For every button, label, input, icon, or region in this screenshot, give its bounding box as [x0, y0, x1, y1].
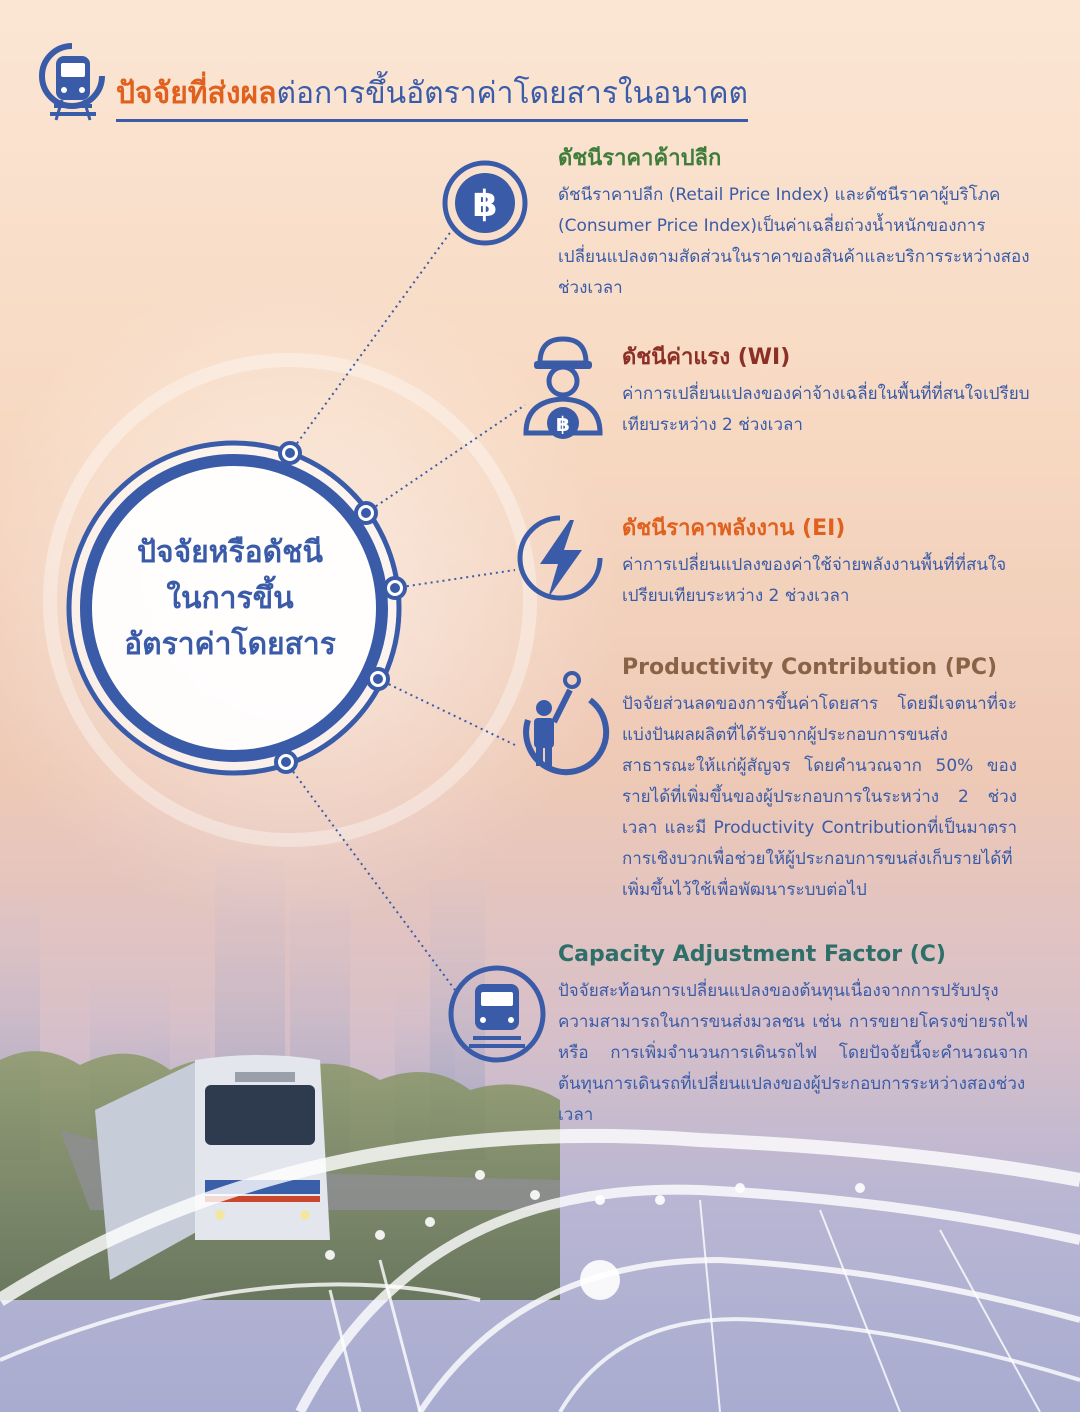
- item-text: ค่าการเปลี่ยนแปลงของค่าใช้จ่ายพลังงานพื้นที่ที่สนใจเปรียบเทียบระหว่าง 2 ช่วงเวลา: [622, 555, 1007, 606]
- hub-label-line3: อัตราค่าโดยสาร: [124, 627, 336, 662]
- page-title-rest: ต่อการขึ้นอัตราค่าโดยสารในอนาคต: [276, 76, 749, 111]
- hub-label: [95, 530, 365, 668]
- item-title: ดัชนีค่าแรง (WI): [622, 345, 791, 370]
- item-productivity-contribution: [622, 653, 1017, 906]
- svg-text:฿: ฿: [472, 184, 498, 225]
- lightning-icon: [512, 510, 608, 610]
- hub-label-line2: ในการขึ้น: [166, 581, 294, 616]
- train-front-icon: [445, 962, 549, 1070]
- svg-text:฿: ฿: [556, 412, 570, 436]
- item-title: ดัชนีราคาค้าปลีก: [558, 146, 722, 171]
- item-title: ดัชนีราคาพลังงาน (EI): [622, 516, 846, 541]
- item-wage-index: [622, 343, 1042, 441]
- item-retail-price-index: [558, 144, 1048, 304]
- page-title-highlight: ปัจจัยที่ส่งผล: [116, 76, 277, 111]
- item-text: ค่าการเปลี่ยนแปลงของค่าจ้างเฉลี่ยในพื้นที่ที่สนใจเปรียบเทียบระหว่าง 2 ช่วงเวลา: [622, 384, 1030, 435]
- hub-label-line1: ปัจจัยหรือดัชนี: [136, 535, 324, 570]
- person-growth-icon: [510, 660, 610, 790]
- item-energy-index: [622, 514, 1042, 612]
- item-title: Productivity Contribution (PC): [622, 655, 998, 680]
- item-text: ปัจจัยส่วนลดของการขึ้นค่าโดยสาร โดยมีเจตนาที่จะแบ่งปันผลผลิตที่ได้รับจากผู้ประกอบการขนส่งสาธารณะให้แก่ผู้สัญจร โดยคำนวณจาก 50% ของรายได้ที่เพิ่มขึ้นของผู้ประกอบการในระหว่าง 2 ช่วงเวลา และมี Productivity Contributionที่เป็นมาตราการเชิงบวกเพื่อช่วยให้ผู้ประกอบการขนส่งเก็บรายได้ที่เพิ่มขึ้นไว้ใช้เพื่อพัฒนาระบบต่อไป: [622, 694, 1017, 900]
- item-title: Capacity Adjustment Factor (C): [558, 942, 946, 967]
- baht-coin-icon: [440, 158, 530, 252]
- item-text: ปัจจัยสะท้อนการเปลี่ยนแปลงของต้นทุนเนื่องจากการปรับปรุงความสามารถในการขนส่งมวลชน เช่น การขยายโครงข่ายรถไฟ หรือ การเพิ่มจำนวนการเดินรถไฟ โดยปัจจัยนี้จะคำนวณจากต้นทุนการเดินรถที่เปลี่ยนแปลงของผู้ประกอบการระหว่างสองช่วงเวลา: [558, 981, 1028, 1125]
- worker-icon: [518, 333, 608, 449]
- item-capacity-adjustment-factor: [558, 940, 1028, 1131]
- item-text: ดัชนีราคาปลีก (Retail Price Index) และดัชนีราคาผู้บริโภค (Consumer Price Index)เป็นค่าเฉลี่ยถ่วงน้ำหนักของการเปลี่ยนแปลงตามสัดส่วนในราคาของสินค้าและบริการระหว่างสองช่วงเวลา: [558, 185, 1030, 298]
